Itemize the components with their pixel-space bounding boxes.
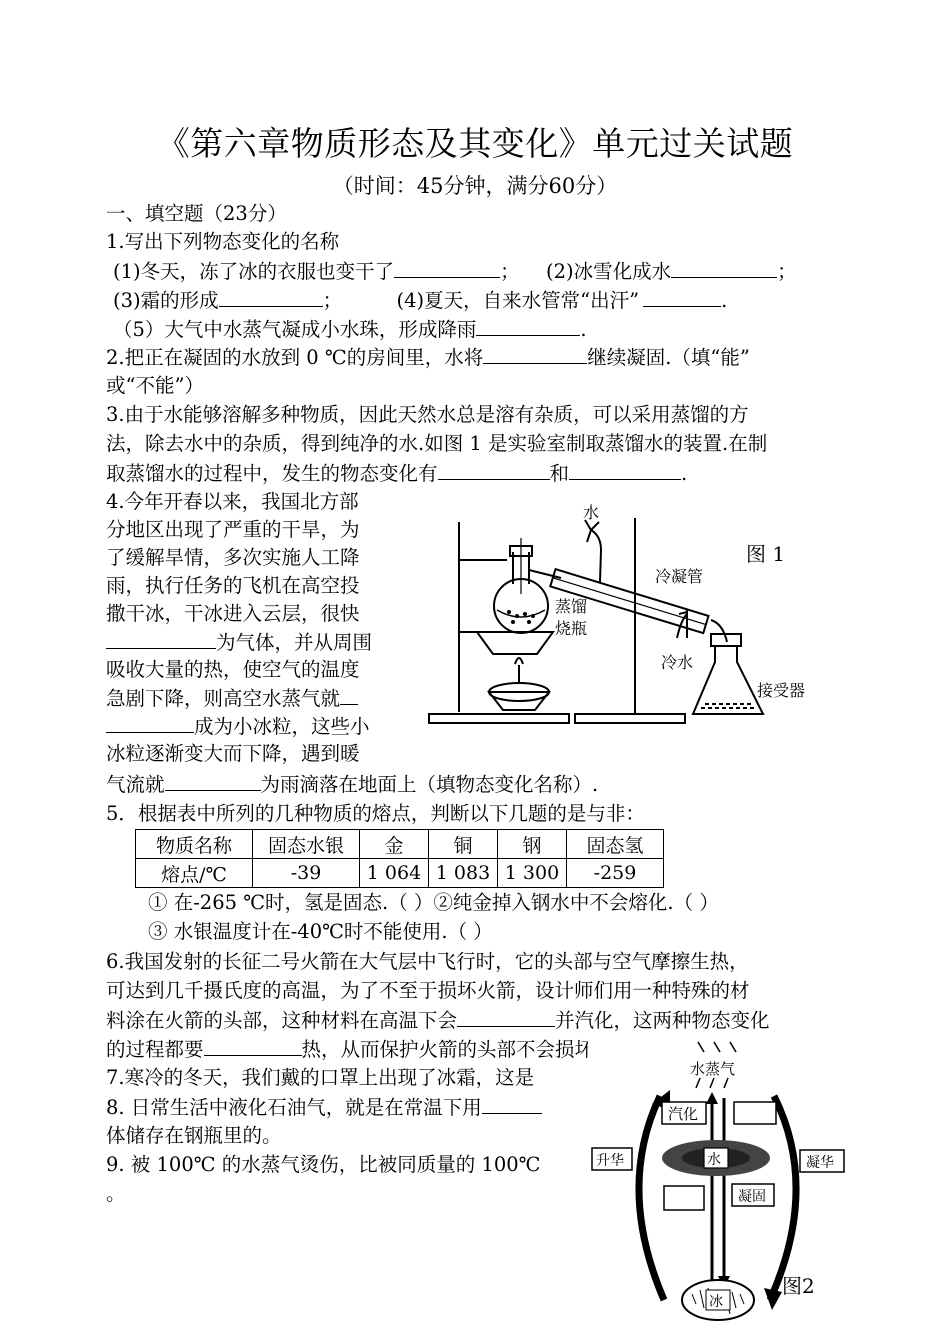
q5-stem: 5．根据表中所列的几种物质的熔点，判断以下几题的是与非： [106,802,645,825]
fig1-label-receiver: 接受器 [757,681,806,700]
fig2-label-desublimate: 凝华 [806,1155,834,1171]
table-cell: 铜 [429,830,498,859]
q8-line-1 [106,1093,542,1122]
fig2-label-water: 水 [707,1152,721,1168]
q4-text-9: 成为小冰粒，这些小 [194,715,370,738]
table-cell: 1 064 [360,859,429,888]
q2-blank[interactable] [483,343,587,364]
q5-statement-1: ① 在-265 ℃时，氢是固态.（ ）②纯金掉入钢水中不会熔化.（ ） [148,891,719,914]
q1-item-2: (2)冰雪化成水 [546,260,672,283]
q4-line-5: 撒干冰，干冰进入云层，很快 [106,602,360,625]
q2-text-b: 继续凝固.（填“能” [587,346,750,369]
q4-line-3: 了缓解旱情，多次实施人工降 [106,546,360,569]
table-cell: 固态水银 [253,830,360,859]
table-cell: 钢 [498,830,567,859]
q6-line-4 [106,1035,646,1064]
q2-line-2: 或“不能”） [106,374,204,397]
q6-line-3 [106,1006,770,1035]
q4-line-10: 冰粒逐渐变大而下降，遇到暖 [106,742,360,765]
q8-text-1: 8. 日常生活中液化石油气，就是在常温下用 [106,1096,482,1119]
table-cell: -259 [567,859,664,888]
q1-punct-3: ； [322,289,343,312]
q6-text-3b: 并汽化，这两种物态变化 [555,1009,770,1032]
q1-item-1: (1)冬天，冻了冰的衣服也变干了 [113,260,395,283]
q3-blank-1[interactable] [438,459,550,480]
q6-text-3a: 料涂在火箭的头部，这种材料在高温下会 [106,1009,458,1032]
q4-line-11 [106,770,598,799]
fig2-label-vapor: 水蒸气 [690,1060,736,1078]
q4-blank-1[interactable] [106,628,216,649]
q1-blank-2[interactable] [671,257,777,278]
q9-line-1: 9. 被 100℃ 的水蒸气烫伤，比被同质量的 100℃ [106,1153,541,1176]
q1-punct-5: . [580,318,587,341]
q3-line-1: 3.由于水能够溶解多种物质，因此天然水总是溶有杂质，可以采用蒸馏的方 [106,403,749,426]
q4-line-1: 4.今年开春以来，我国北方部 [106,490,359,513]
q6-blank-1[interactable] [457,1006,555,1027]
fig1-label-condenser: 冷凝管 [655,567,704,586]
q1-item-5: （5）大气中水蒸气凝成小水珠，形成降雨 [113,318,477,341]
table-row-header [136,830,664,859]
table-cell: -39 [253,859,360,888]
fig1-label-cold-water: 冷水 [661,653,694,672]
q1-line-cd [113,286,727,315]
q3-blank-2[interactable] [569,459,681,480]
q4-line-6 [106,628,372,657]
q2-text-a: 2.把正在凝固的水放到 0 ℃的房间里，水将 [106,346,484,369]
table-cell: 熔点/℃ [136,859,253,888]
fig2-label-ice: 冰 [709,1294,723,1310]
q7-line: 7.寒冷的冬天，我们戴的口罩上出现了冰霜，这是 [106,1066,535,1089]
q3-text-a: 取蒸馏水的过程中，发生的物态变化有 [106,462,438,485]
table-cell: 金 [360,830,429,859]
q1-stem: 1.写出下列物态变化的名称 [106,230,340,253]
q1-line-ab [113,257,797,286]
melting-point-table [135,829,664,888]
q4-line-9 [106,712,370,741]
q1-blank-5[interactable] [476,315,580,336]
q1-line-e [113,315,587,344]
q4-blank-2a[interactable] [340,684,358,705]
q5-statement-2: ③ 水银温度计在-40℃时不能使用.（ ） [148,920,493,943]
table-cell: 1 300 [498,859,567,888]
q8-blank[interactable] [482,1093,542,1114]
q4-text-6: 为气体，并从周围 [216,631,373,654]
q6-blank-2[interactable] [204,1035,302,1056]
table-cell: 1 083 [429,859,498,888]
q3-text-c: . [681,462,688,485]
q4-text-11b: 为雨滴落在地面上（填物态变化名称）. [260,773,599,796]
q4-line-4: 雨，执行任务的飞机在高空投 [106,574,360,597]
fig1-caption: 图 1 [746,542,786,566]
q1-punct-2: ； [777,260,797,283]
table-cell: 物质名称 [136,830,253,859]
fig2-caption: 图2 [782,1274,815,1298]
q4-line-2: 分地区出现了严重的干旱，为 [106,518,360,541]
fig1-label-flask-2: 烧瓶 [555,619,588,638]
q6-line-1: 6.我国发射的长征二号火箭在大气层中飞行时，它的头部与空气摩擦生热， [106,950,749,973]
section-heading: 一、填空题（23分） [106,202,287,225]
page-subtitle: （时间：45分钟，满分60分） [332,174,618,198]
q1-blank-3[interactable] [219,286,323,307]
q6-text-4a: 的过程都要 [106,1038,204,1061]
q3-text-b: 和 [549,462,570,485]
table-row-values [136,859,664,888]
table-cell: 固态氢 [567,830,664,859]
q1-punct-1: ； [500,260,520,283]
q4-blank-3[interactable] [165,770,261,791]
q1-blank-4[interactable] [643,286,721,307]
fig1-label-water: 水 [583,503,600,522]
q2-line-1 [106,343,750,372]
q6-text-4b: 热，从而保护火箭的头部不会损坏 [301,1038,595,1061]
fig2-label-sublimate: 升华 [596,1153,624,1169]
q4-text-8: 急剧下降，则高空水蒸气就 [106,687,341,710]
q1-blank-1[interactable] [394,257,500,278]
q4-line-8 [106,684,358,713]
q6-line-2: 可达到几千摄氏度的高温，为了不至于损坏火箭，设计师们用一种特殊的材 [106,979,750,1002]
q8-line-2: 体储存在钢瓶里的。 [106,1124,282,1147]
q4-line-7: 吸收大量的热，使空气的温度 [106,658,360,681]
q9-line-2: 。 [106,1182,126,1205]
fig1-label-flask-1: 蒸馏 [555,597,588,616]
fig2-label-solidify: 凝固 [738,1189,766,1205]
q4-text-11a: 气流就 [106,773,165,796]
fig2-blank-box-1 [734,1102,776,1124]
fig2-label-vaporize: 汽化 [668,1105,699,1123]
q4-blank-2b[interactable] [106,712,194,733]
distillation-apparatus-figure [425,482,845,742]
q1-item-4: (4)夏天，自来水管常“出汗” [396,289,640,312]
fig2-blank-box-2 [664,1186,704,1210]
q3-line-2: 法，除去水中的杂质，得到纯净的水.如图 1 是实验室制取蒸馏水的装置.在制 [106,432,768,455]
q1-punct-4: . [721,289,728,312]
page-title: 《第六章物质形态及其变化》单元过关试题 [156,124,794,163]
q1-item-3: (3)霜的形成 [113,289,219,312]
